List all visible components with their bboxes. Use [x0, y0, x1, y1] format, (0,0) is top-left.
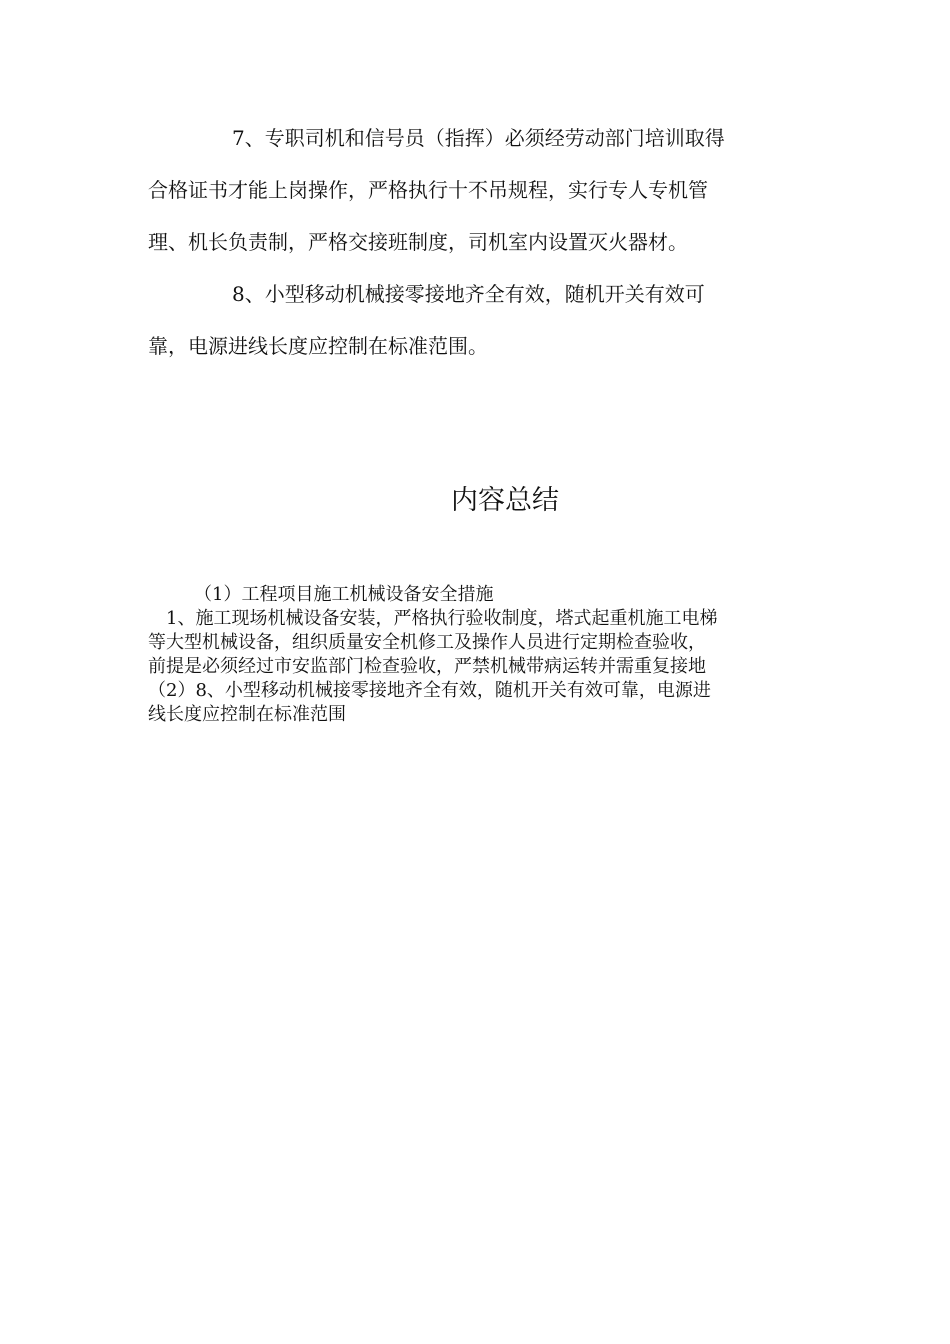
body-line-4: 8、小型移动机械接零接地齐全有效，随机开关有效可	[232, 282, 705, 306]
summary-title: 内容总结	[451, 485, 559, 516]
summary-line-1: （1）工程项目施工机械设备安全措施	[194, 584, 494, 605]
summary-line-3: 等大型机械设备，组织质量安全机修工及操作人员进行定期检查验收，	[148, 632, 706, 653]
summary-line-4: 前提是必须经过市安监部门检查验收，严禁机械带病运转并需重复接地	[148, 656, 706, 677]
body-line-2: 合格证书才能上岗操作，严格执行十不吊规程，实行专人专机管	[148, 178, 708, 202]
summary-line-6: 线长度应控制在标准范围	[148, 704, 346, 725]
body-line-5: 靠，电源进线长度应控制在标准范围。	[148, 334, 488, 358]
body-line-1: 7、专职司机和信号员（指挥）必须经劳动部门培训取得	[232, 126, 725, 150]
summary-line-2: 1、施工现场机械设备安装，严格执行验收制度，塔式起重机施工电梯	[166, 608, 718, 629]
summary-line-5: （2）8、小型移动机械接零接地齐全有效，随机开关有效可靠，电源进	[148, 680, 711, 701]
body-line-3: 理、机长负责制，严格交接班制度，司机室内设置灭火器材。	[148, 230, 688, 254]
